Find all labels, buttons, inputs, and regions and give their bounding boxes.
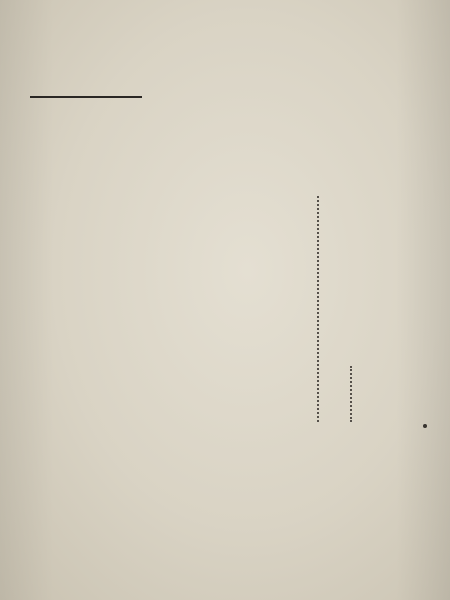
preface-leader <box>350 366 352 422</box>
running-header <box>30 72 142 98</box>
section-leader <box>317 196 319 422</box>
title-dot <box>423 424 427 428</box>
